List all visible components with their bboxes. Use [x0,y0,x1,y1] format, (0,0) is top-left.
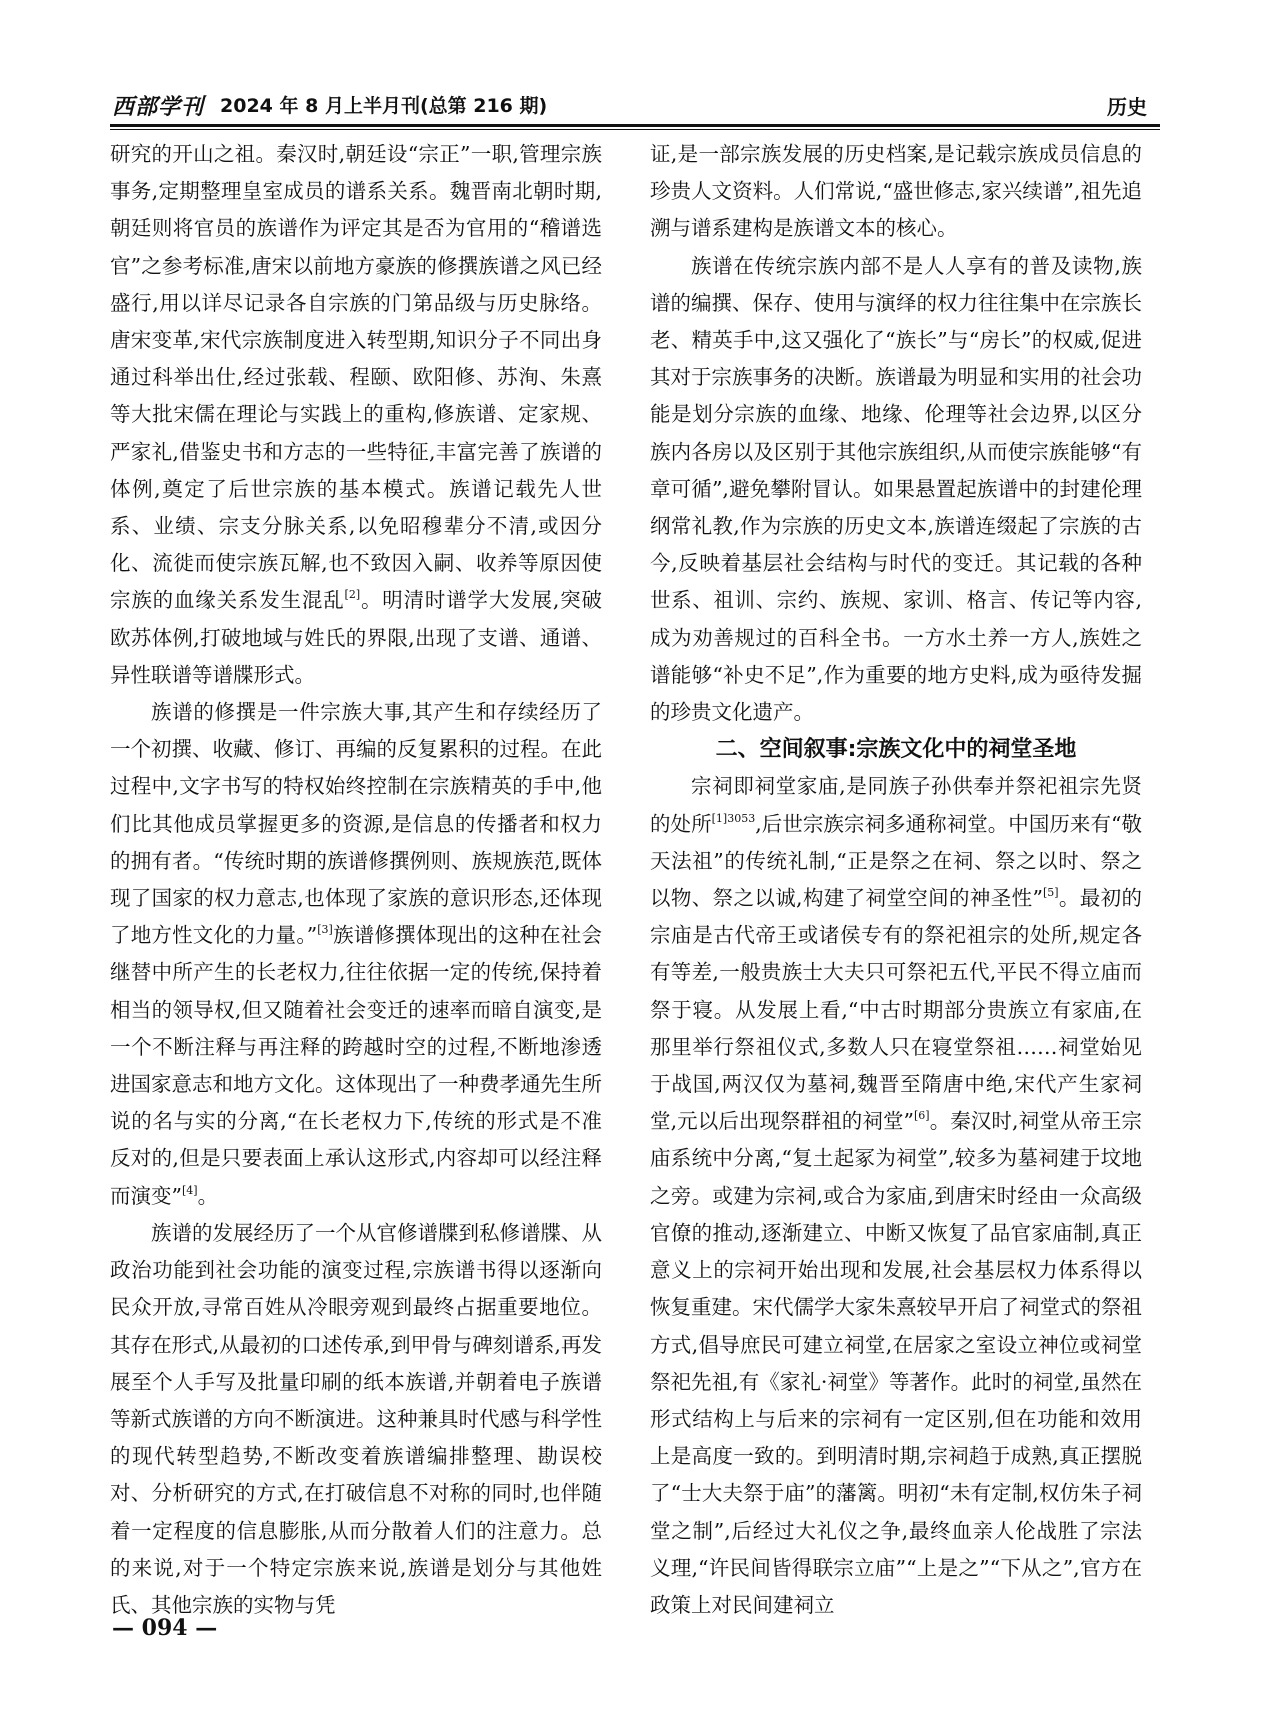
header-rule [110,124,1160,127]
section-heading: 二、空间叙事:宗族文化中的祠堂圣地 [715,737,1077,763]
citation: [6] [914,1109,930,1123]
section-label: 历史 [1107,95,1147,119]
paragraph: 族谱的修撰是一件宗族大事,其产生和存续经历了一个初撰、收藏、修订、再编的反复累积的过程。在此过程中,文字书写的特权始终控制在宗族精英的手中,他们比其他成员掌握更多的资源,是信息的传播者和权力的拥有者。“传统时期的族谱修撰例则、族规族范,既体现了国家的权力意志,也体现了家族的意识形态,还体现了地方性文化的力量。”[3]族谱修撰体现出的这种在社会继替中所产生的长老权力,往往依据一定的传统,保持着相当的领导权,但又随着社会变迁的速率而暗自演变,是一个不断注释与再注释的跨越时空的过程,不断地渗透进国家意志和地方文化。这体现出了一种费孝通先生所说的名与实的分离,“在长老权力下,传统的形式是不准反对的,但是只要表面上承认这形式,内容却可以经注释而演变”[4]。 [110,700,602,1208]
paragraph: 研究的开山之祖。秦汉时,朝廷设“宗正”一职,管理宗族事务,定期整理皇室成员的谱系关系。魏晋南北朝时期,朝廷则将官员的族谱作为评定其是否为官用的“稽谱选官”之参考标准,唐宋以前地方豪族的修撰族谱之风已经盛行,用以详尽记录各自宗族的门第品级与历史脉络。唐宋变革,宋代宗族制度进入转型期,知识分子不同出身通过科举出仕,经过张载、程颐、欧阳修、苏洵、朱熹等大批宋儒在理论与实践上的重构,修族谱、定家规、严家礼,借鉴史书和方志的一些特征,丰富完善了族谱的体例,奠定了后世宗族的基本模式。族谱记载先人世系、业绩、宗支分脉关系,以免昭穆辈分不清,或因分化、流徙而使宗族瓦解,也不致因入嗣、收养等原因使宗族的血缘关系发生混乱[2]。明清时谱学大发展,突破欧苏体例,打破地域与姓氏的界限,出现了支谱、通谱、异性联谱等谱牒形式。 [110,142,602,687]
issue-info: 2024 年 8 月上半月刊(总第 216 期) [220,95,548,117]
page-number: — 094 — [112,1615,218,1641]
right-column [650,136,1142,1624]
paragraph: 证,是一部宗族发展的历史档案,是记载宗族成员信息的珍贵人文资料。人们常说,“盛世修志,家兴续谱”,祖先追溯与谱系建构是族谱文本的核心。 [650,142,1142,241]
citation: [2] [344,588,361,602]
header-rule-thin [110,129,1160,130]
paragraph: 宗祠即祠堂家庙,是同族子孙供奉并祭祀祖宗先贤的处所$^{[1]3053}$,后世宗族宗祠多通称祠堂。中国历来有“敬天法祖”的传统礼制,“正是祭之在祠、祭之以时、祭之以物、祭之以诚,构建了祠堂空间的神圣性”[5]。最初的宗庙是古代帝王或诸侯专有的祭祀祖宗的处所,规定各有等差,一般贵族士大夫只可祭祀五代,平民不得立庙而祭于寝。从发展上看,“中古时期部分贵族立有家庙,在那里举行祭祖仪式,多数人只在寝堂祭祖……祠堂始见于战国,两汉仅为墓祠,魏晋至隋唐中绝,宋代产生家祠堂,元以后出现祭群祖的祠堂”[6]。秦汉时,祠堂从帝王宗庙系统中分离,“复土起冢为祠堂”,较多为墓祠建于坟地之旁。或建为宗祠,或合为家庙,到唐宋时经由一众高级官僚的推动,逐渐建立、中断又恢复了品官家庙制,真正意义上的宗祠开始出现和发展,社会基层权力体系得以恢复重建。宋代儒学大家朱熹较早开启了祠堂式的祭祖方式,倡导庶民可建立祠堂,在居家之室设立神位或祠堂祭祀先祖,有《家礼·祠堂》等著作。此时的祠堂,虽然在形式结构上与后来的宗祠有一定区别,但在功能和效用上是高度一致的。到明清时期,宗祠趋于成熟,真正摆脱了“士大夫祭于庙”的藩篱。明初“未有定制,权仿朱子祠堂之制”,后经过大礼仪之争,最终血亲人伦战胜了宗法义理,“许民间皆得联宗立庙”“上是之”“下从之”,官方在政策上对民间建祠立 [650,774,1143,1617]
left-column [110,136,602,1624]
citation: [3] [317,923,333,937]
paragraph: 族谱在传统宗族内部不是人人享有的普及读物,族谱的编撰、保存、使用与演绎的权力往往集中在宗族长老、精英手中,这又强化了“族长”与“房长”的权威,促进其对于宗族事务的决断。族谱最为明显和实用的社会功能是划分宗族的血缘、地缘、伦理等社会边界,以区分族内各房以及区别于其他宗族组织,从而使宗族能够“有章可循”,避免攀附冒认。如果悬置起族谱中的封建伦理纲常礼教,作为宗族的历史文本,族谱连缀起了宗族的古今,反映着基层社会结构与时代的变迁。其记载的各种世系、祖训、宗约、族规、家训、格言、传记等内容,成为劝善规过的百科全书。一方水土养一方人,族姓之谱能够“补史不足”,作为重要的地方史料,成为亟待发掘的珍贵文化遗产。 [650,253,1142,725]
paragraph: 族谱的发展经历了一个从官修谱牒到私修谱牒、从政治功能到社会功能的演变过程,宗族谱书得以逐渐向民众开放,寻常百姓从冷眼旁观到最终占据重要地位。其存在形式,从最初的口述传承,到甲骨与碑刻谱系,再发展至个人手写及批量印刷的纸本族谱,并朝着电子族谱等新式族谱的方向不断演进。这种兼具时代感与科学性的现代转型趋势,不断改变着族谱编排整理、勘误校对、分析研究的方式,在打破信息不对称的同时,也伴随着一定程度的信息膨胀,从而分散着人们的注意力。总的来说,对于一个特定宗族来说,族谱是划分与其他姓氏、其他宗族的实物与凭 [110,1220,602,1617]
citation: [5] [1042,886,1059,900]
running-header [112,90,1157,120]
citation: [4] [181,1183,198,1197]
citation: [1]3053 [711,811,756,825]
journal-logo: 西部学刊 [112,94,205,120]
